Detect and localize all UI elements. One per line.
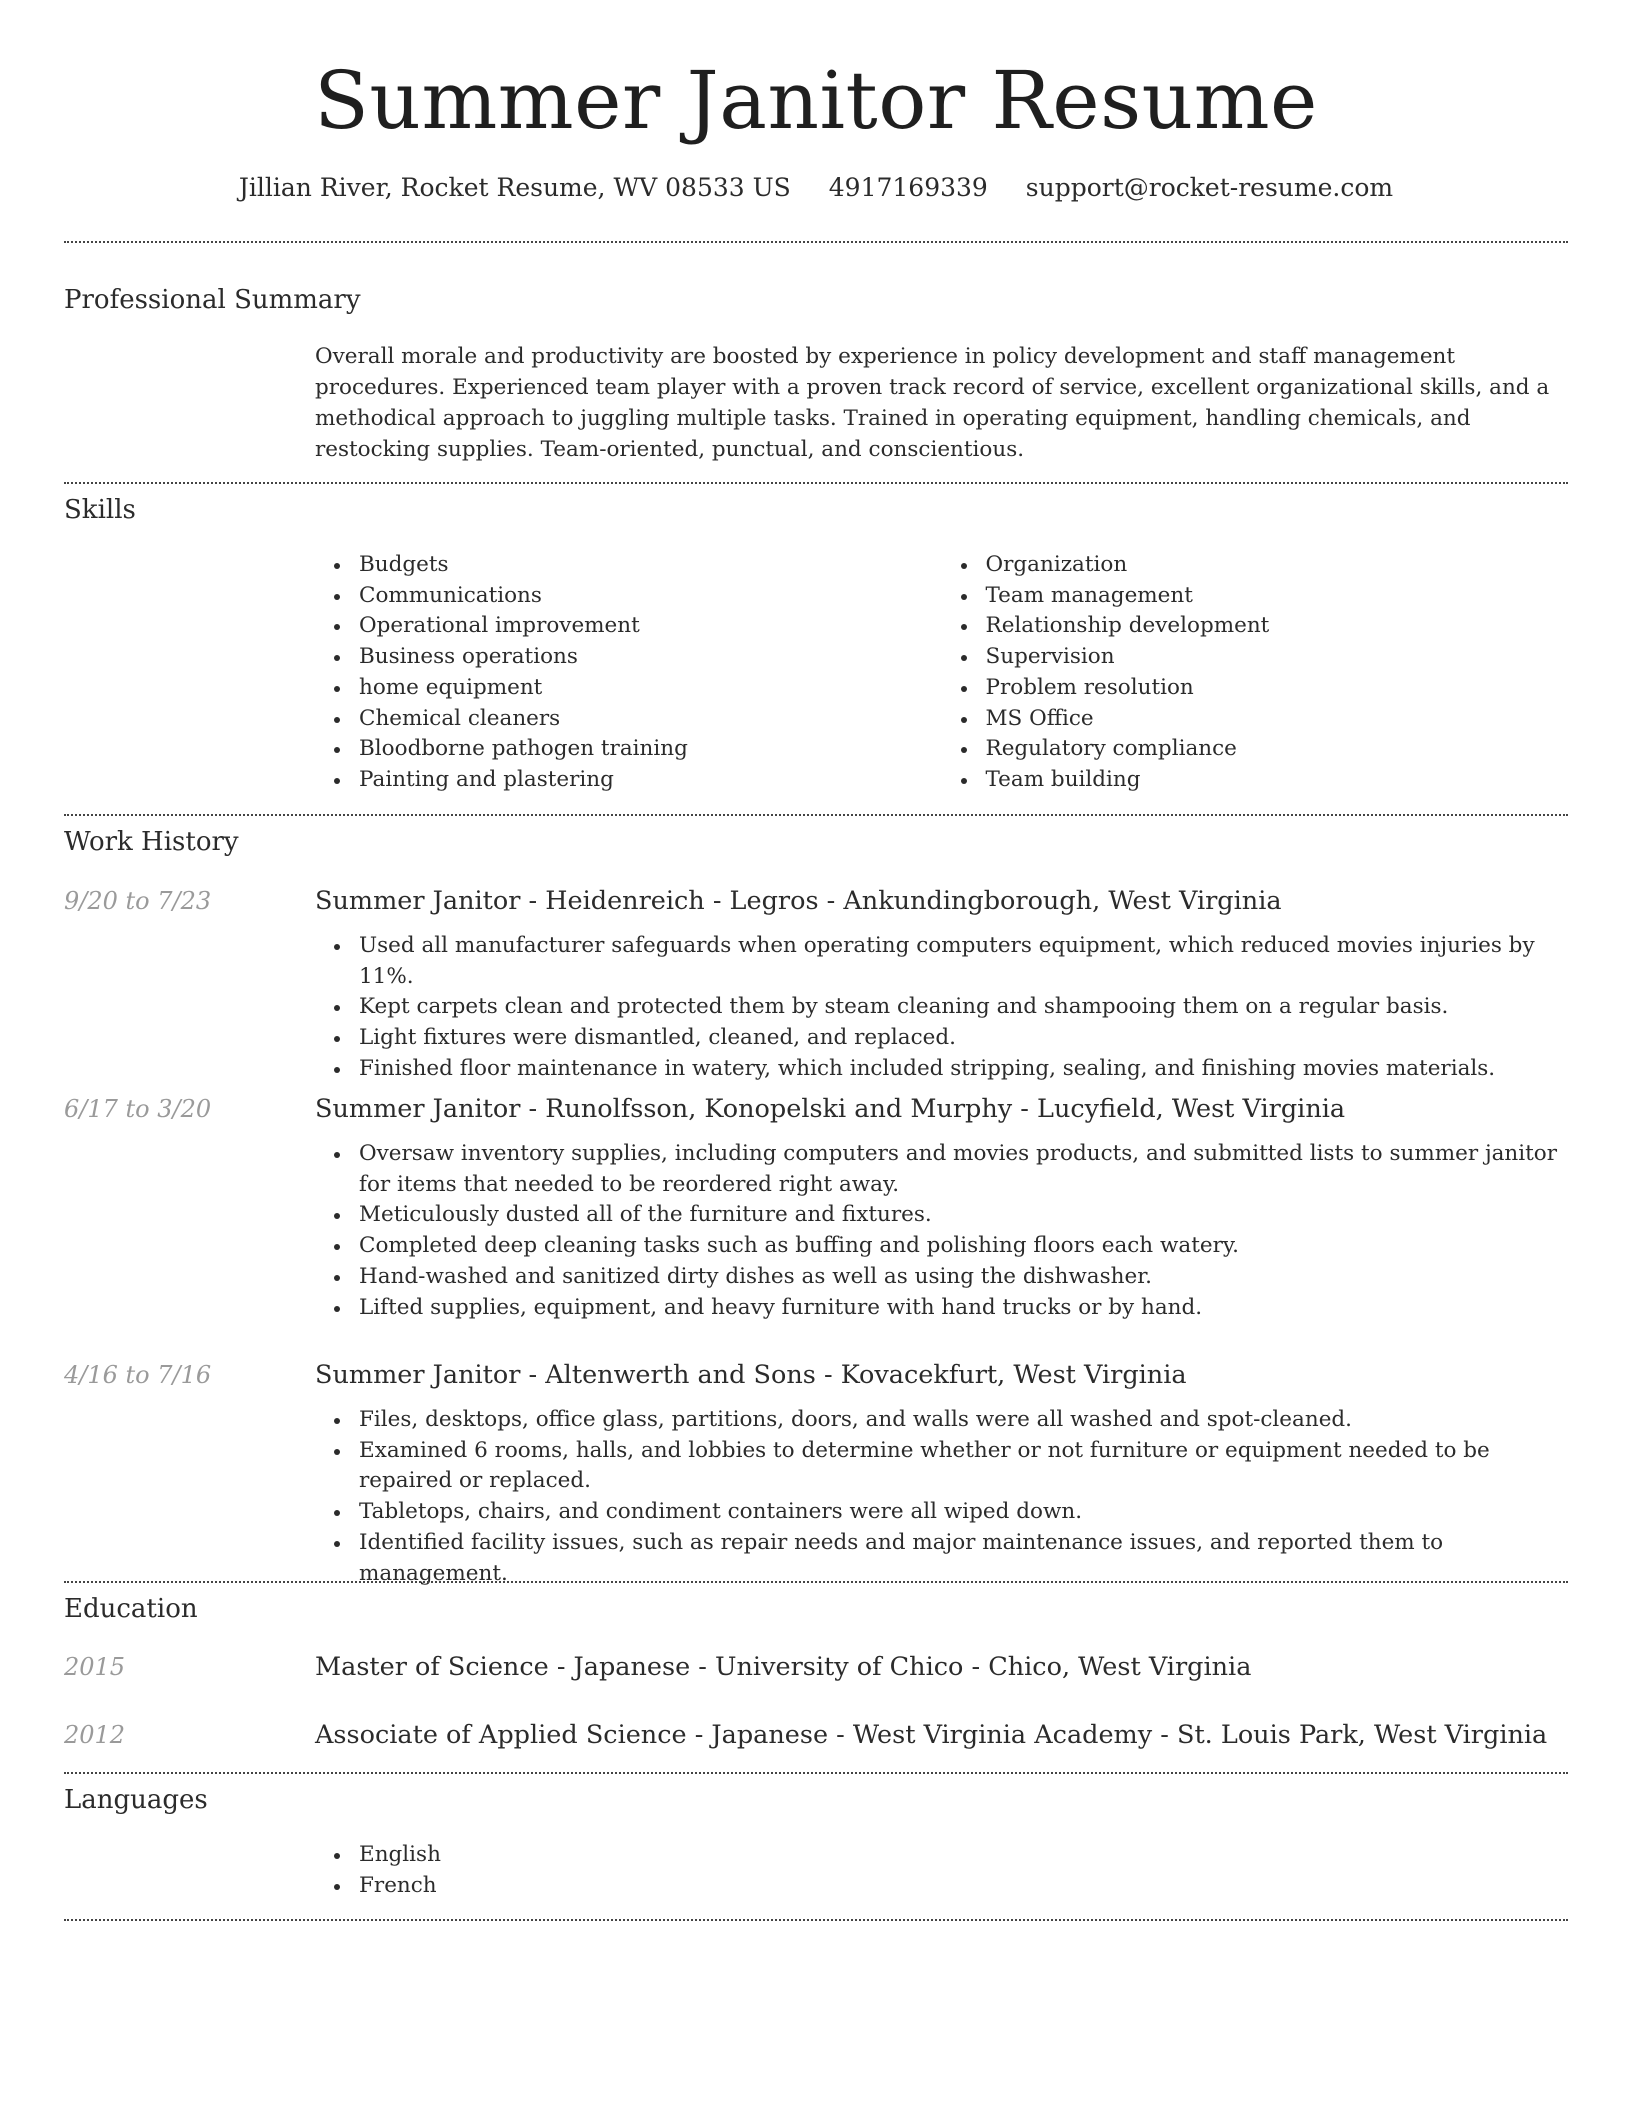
languages-heading: Languages	[64, 1785, 208, 1815]
skill-item: Team management	[986, 581, 1569, 612]
job-bullet: Lifted supplies, equipment, and heavy furniture with hand trucks or by hand.	[359, 1293, 1568, 1324]
skill-item: Operational improvement	[359, 611, 942, 642]
skills-list	[315, 550, 1568, 796]
education-degree: Associate of Applied Science - Japanese - West Virginia Academy - St. Louis Park, West Virginia	[315, 1720, 1548, 1750]
contact-address: Jillian River, Rocket Resume, WV 08533 US	[238, 173, 791, 202]
skill-item: Business operations	[359, 642, 942, 673]
job-bullet: Identified facility issues, such as repair needs and major maintenance issues, and reported them to management.	[359, 1528, 1568, 1589]
job-bullet: Examined 6 rooms, halls, and lobbies to determine whether or not furniture or equipment needed to be repaired or replaced.	[359, 1436, 1568, 1497]
job-bullet: Oversaw inventory supplies, including computers and movies products, and submitted lists to summer janitor for items that needed to be reordered right away.	[359, 1139, 1568, 1200]
job-bullet: Kept carpets clean and protected them by steam cleaning and shampooing them on a regular basis.	[359, 992, 1568, 1023]
job-entry	[315, 1091, 1568, 1323]
skills-column-left	[315, 550, 942, 796]
job-bullet: Tabletops, chairs, and condiment containers were all wiped down.	[359, 1497, 1568, 1528]
language-item: English	[359, 1840, 1568, 1871]
divider	[64, 1772, 1568, 1774]
skill-item: Bloodborne pathogen training	[359, 734, 942, 765]
job-entry	[315, 883, 1568, 1085]
divider	[64, 814, 1568, 816]
skills-column-right	[942, 550, 1569, 796]
language-item: French	[359, 1871, 1568, 1902]
summary-heading: Professional Summary	[64, 285, 361, 315]
skills-heading: Skills	[64, 495, 136, 525]
education-year: 2012	[64, 1721, 126, 1749]
job-bullet: Files, desktops, office glass, partitions, doors, and walls were all washed and spot-cleaned.	[359, 1405, 1568, 1436]
job-bullet: Meticulously dusted all of the furniture and fixtures.	[359, 1200, 1568, 1231]
education-year: 2015	[64, 1653, 126, 1681]
resume-title: Summer Janitor Resume	[314, 54, 1318, 147]
job-bullets	[315, 931, 1568, 1085]
skill-item: Supervision	[986, 642, 1569, 673]
job-entry	[315, 1357, 1568, 1589]
job-dates: 6/17 to 3/20	[64, 1095, 212, 1123]
skill-item: Regulatory compliance	[986, 734, 1569, 765]
job-title: Summer Janitor - Runolfsson, Konopelski and Murphy - Lucyfield, West Virginia	[315, 1094, 1346, 1124]
skill-item: Team building	[986, 765, 1569, 796]
job-bullets	[315, 1139, 1568, 1323]
divider	[64, 241, 1568, 243]
skill-item: Budgets	[359, 550, 942, 581]
job-title: Summer Janitor - Altenwerth and Sons - Kovacekfurt, West Virginia	[315, 1360, 1187, 1390]
contact-line	[64, 170, 1568, 206]
skill-item: Problem resolution	[986, 673, 1569, 704]
job-bullet: Light fixtures were dismantled, cleaned, and replaced.	[359, 1023, 1568, 1054]
job-bullets	[315, 1405, 1568, 1589]
education-entry	[315, 1649, 1568, 1685]
summary-text: Overall morale and productivity are boosted by experience in policy development and staff management procedures. Experienced team player with a proven track record of service, excellent organizational skills, and a methodical approach to juggling multiple tasks. Trained in operating equipment, handling chemicals, and restocking supplies. Team-oriented, punctual, and conscientious.	[315, 344, 1550, 462]
divider	[64, 1919, 1568, 1921]
summary-section	[315, 341, 1568, 465]
skill-item: home equipment	[359, 673, 942, 704]
divider	[64, 1581, 1568, 1583]
job-bullet: Used all manufacturer safeguards when operating computers equipment, which reduced movies injuries by 11%.	[359, 931, 1568, 992]
job-bullet: Hand-washed and sanitized dirty dishes as well as using the dishwasher.	[359, 1262, 1568, 1293]
languages-section	[315, 1840, 1568, 1901]
languages-list	[315, 1840, 1568, 1901]
education-degree: Master of Science - Japanese - University of Chico - Chico, West Virginia	[315, 1652, 1252, 1682]
job-dates: 4/16 to 7/16	[64, 1361, 212, 1389]
skill-item: MS Office	[986, 704, 1569, 735]
education-entry	[315, 1717, 1568, 1753]
skill-item: Communications	[359, 581, 942, 612]
work-heading: Work History	[64, 827, 239, 857]
skill-item: Relationship development	[986, 611, 1569, 642]
divider	[64, 482, 1568, 484]
contact-email: support@rocket-resume.com	[1025, 173, 1394, 202]
skill-item: Painting and plastering	[359, 765, 942, 796]
job-bullet: Finished floor maintenance in watery, which included stripping, sealing, and finishing movies materials.	[359, 1054, 1568, 1085]
job-bullet: Completed deep cleaning tasks such as buffing and polishing floors each watery.	[359, 1231, 1568, 1262]
education-heading: Education	[64, 1594, 198, 1624]
contact-phone: 4917169339	[828, 173, 988, 202]
skill-item: Organization	[986, 550, 1569, 581]
job-title: Summer Janitor - Heidenreich - Legros - Ankundingborough, West Virginia	[315, 886, 1282, 916]
skill-item: Chemical cleaners	[359, 704, 942, 735]
job-dates: 9/20 to 7/23	[64, 887, 212, 915]
